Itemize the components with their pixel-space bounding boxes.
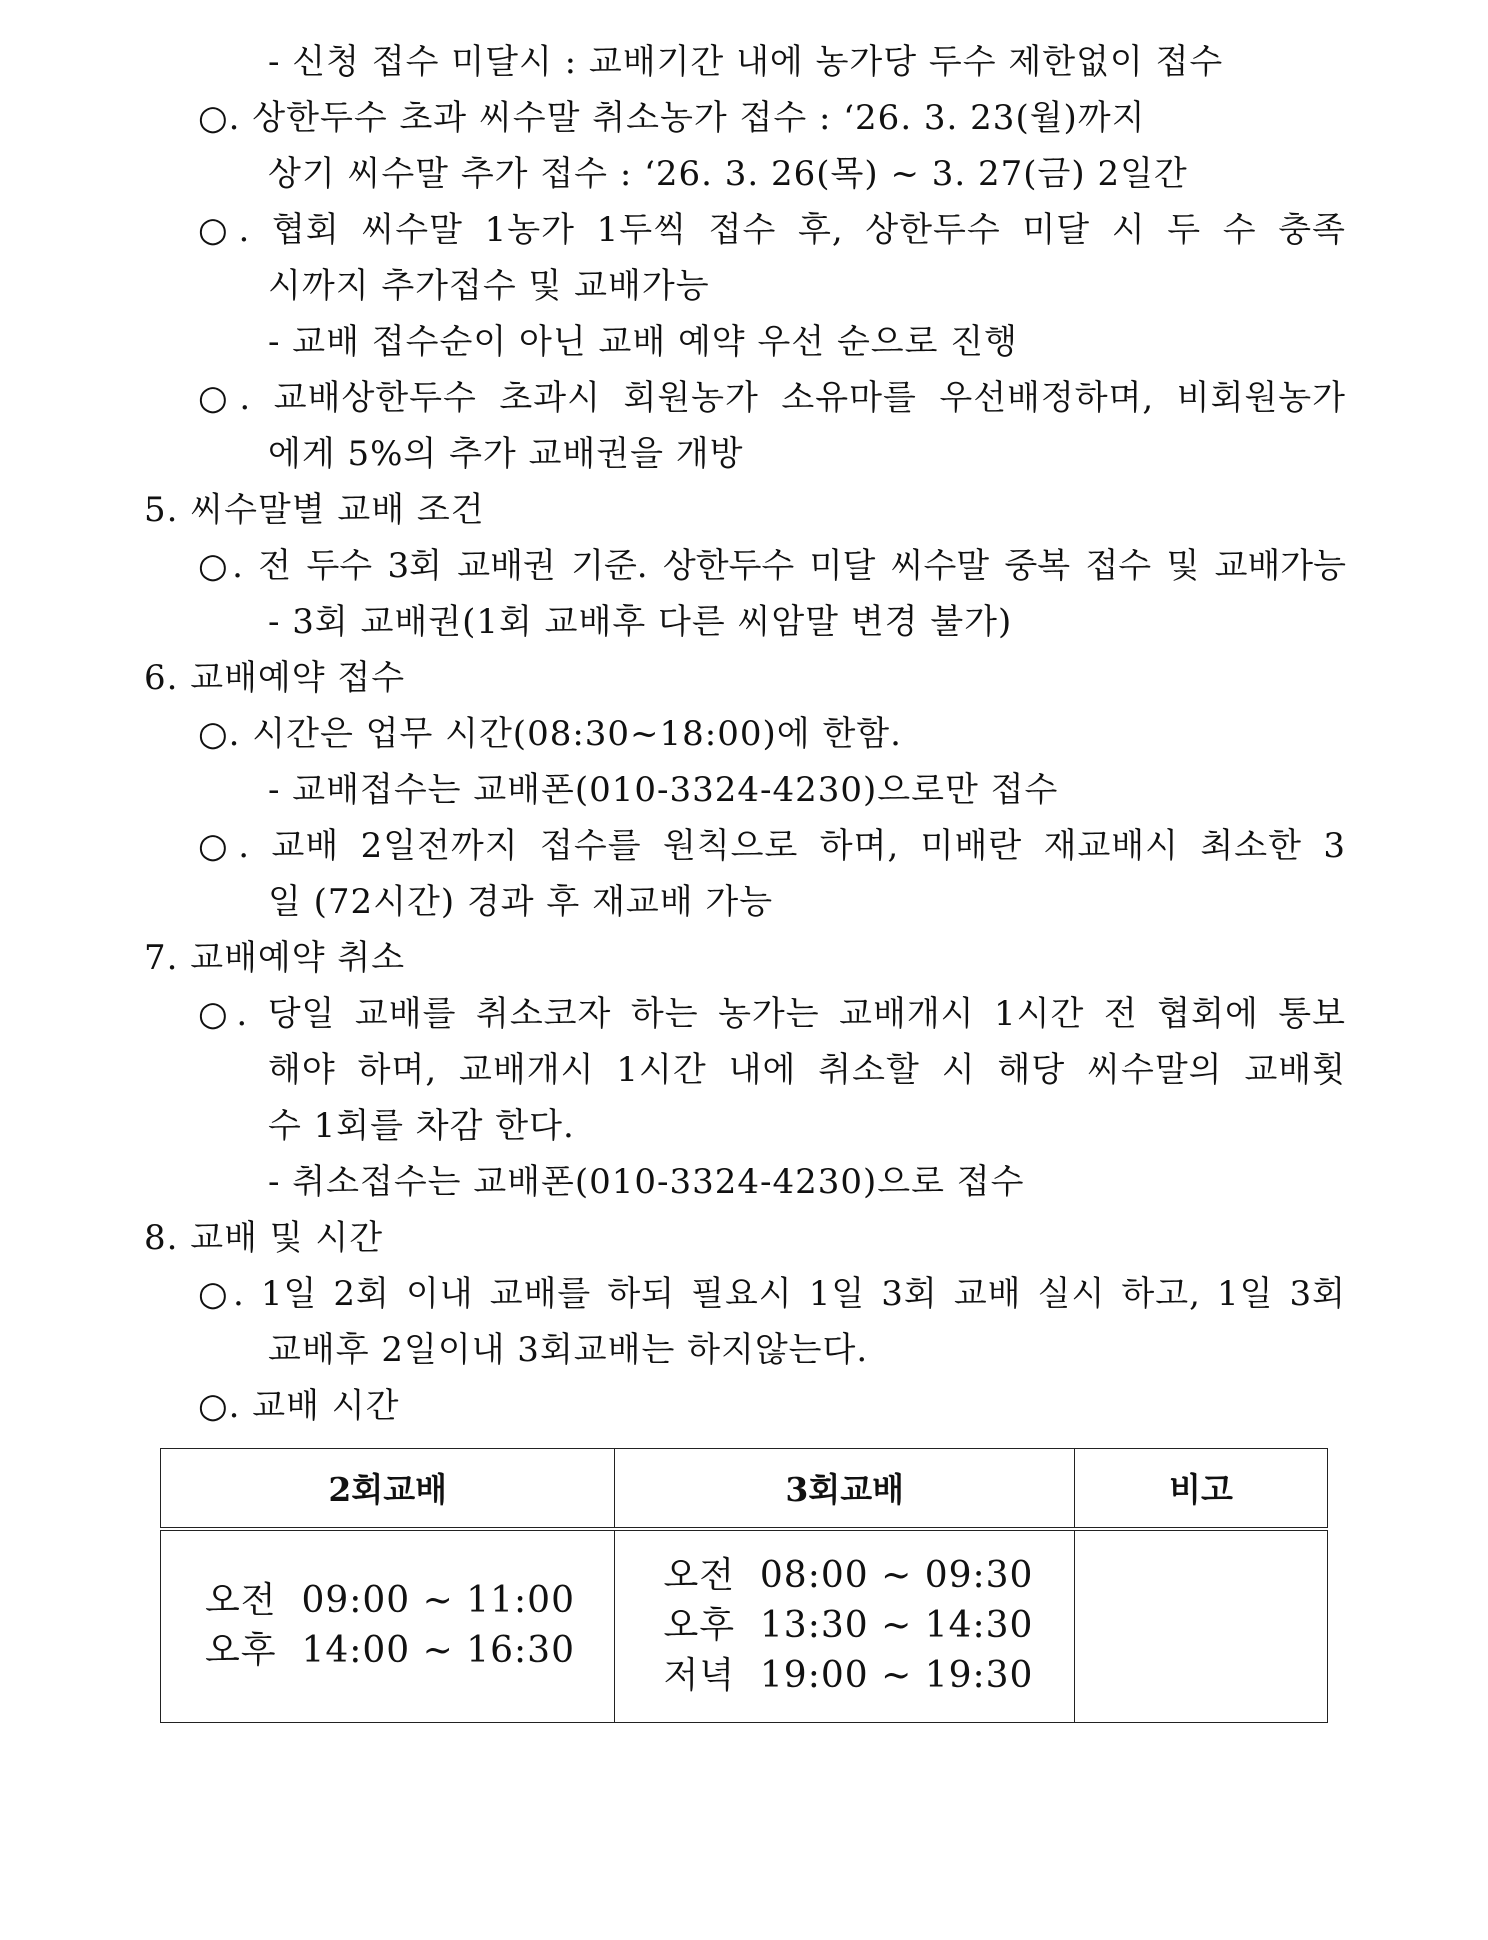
section-heading: 8. 교배 및 시간 bbox=[144, 1218, 384, 1258]
header-three-times: 3회교배 bbox=[615, 1449, 1074, 1529]
text-line: 해야 하며, 교배개시 1시간 내에 취소할 시 해당 씨수말의 교배횟 bbox=[268, 1050, 1346, 1090]
text-line: - 교배 접수순이 아닌 교배 예약 우선 순으로 진행 bbox=[268, 322, 1018, 362]
text-line: 교배후 2일이내 3회교배는 하지않는다. bbox=[268, 1330, 869, 1370]
text-line: ○. 전 두수 3회 교배권 기준. 상한두수 미달 씨수말 중복 접수 및 교배가능 bbox=[198, 546, 1346, 586]
section-heading: 7. 교배예약 취소 bbox=[144, 938, 406, 978]
time-row: 오전 09:00 ~ 11:00 bbox=[205, 1580, 575, 1622]
time-row: 오전 08:00 ~ 09:30 bbox=[663, 1555, 1034, 1597]
time-row: 오후 13:30 ~ 14:30 bbox=[663, 1605, 1034, 1647]
text-line: 일 (72시간) 경과 후 재교배 가능 bbox=[268, 882, 774, 922]
text-line: 시까지 추가접수 및 교배가능 bbox=[268, 266, 710, 306]
text-line: 수 1회를 차감 한다. bbox=[268, 1106, 575, 1146]
text-line: ○. 교배 시간 bbox=[198, 1386, 400, 1426]
three-times-cell bbox=[615, 1529, 1074, 1723]
text-line: - 교배접수는 교배폰(010-3324-4230)으로만 접수 bbox=[268, 770, 1059, 810]
table-header-row bbox=[161, 1449, 1328, 1529]
two-times-cell bbox=[161, 1529, 615, 1723]
text-line: ○. 당일 교배를 취소코자 하는 농가는 교배개시 1시간 전 협회에 통보 bbox=[198, 994, 1346, 1034]
text-line: ○. 협회 씨수말 1농가 1두씩 접수 후, 상한두수 미달 시 두 수 충족 bbox=[198, 210, 1346, 250]
table-row bbox=[161, 1529, 1328, 1723]
text-line: - 신청 접수 미달시 : 교배기간 내에 농가당 두수 제한없이 접수 bbox=[268, 42, 1224, 82]
note-cell bbox=[1074, 1529, 1327, 1723]
text-line: 에게 5%의 추가 교배권을 개방 bbox=[268, 434, 744, 474]
time-row: 저녁 19:00 ~ 19:30 bbox=[663, 1655, 1034, 1697]
text-line: ○. 상한두수 초과 씨수말 취소농가 접수 : ‘26. 3. 23(월)까지 bbox=[198, 98, 1146, 138]
header-note: 비고 bbox=[1074, 1449, 1327, 1529]
header-two-times: 2회교배 bbox=[161, 1449, 615, 1529]
text-line: - 취소접수는 교배폰(010-3324-4230)으로 접수 bbox=[268, 1162, 1025, 1202]
text-line: ○. 1일 2회 이내 교배를 하되 필요시 1일 3회 교배 실시 하고, 1일 3회 bbox=[198, 1274, 1346, 1314]
section-heading: 5. 씨수말별 교배 조건 bbox=[144, 490, 485, 530]
text-line: ○. 교배 2일전까지 접수를 원칙으로 하며, 미배란 재교배시 최소한 3 bbox=[198, 826, 1346, 866]
text-line: - 3회 교배권(1회 교배후 다른 씨암말 변경 불가) bbox=[268, 602, 1013, 642]
text-line: 상기 씨수말 추가 접수 : ‘26. 3. 26(목) ~ 3. 27(금) 2일간 bbox=[268, 154, 1188, 194]
text-line: ○. 교배상한두수 초과시 회원농가 소유마를 우선배정하며, 비회원농가 bbox=[198, 378, 1346, 418]
section-heading: 6. 교배예약 접수 bbox=[144, 658, 406, 698]
breeding-time-table bbox=[160, 1448, 1328, 1723]
time-row: 오후 14:00 ~ 16:30 bbox=[205, 1630, 575, 1672]
text-line: ○. 시간은 업무 시간(08:30~18:00)에 한함. bbox=[198, 714, 902, 754]
